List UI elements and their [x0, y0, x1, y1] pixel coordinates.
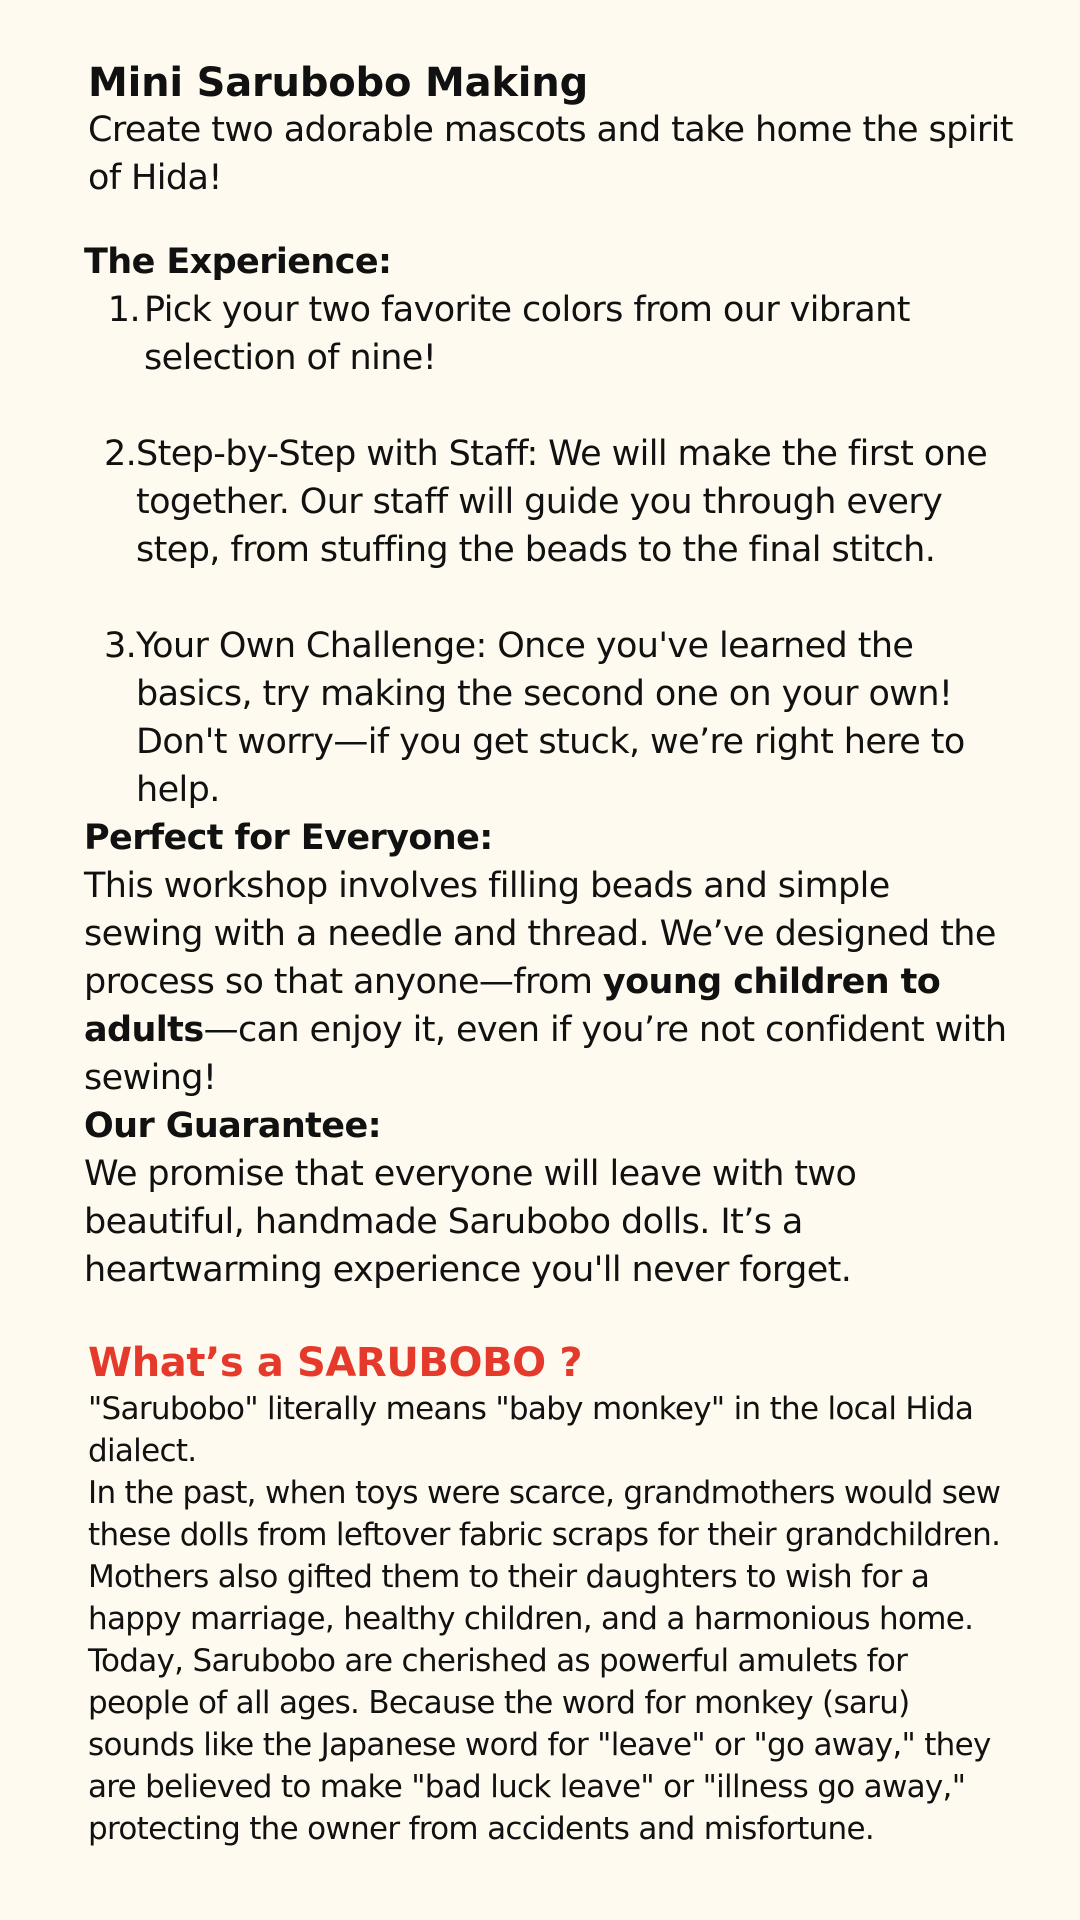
everyone-text-bold: young children to adults — [84, 962, 941, 1050]
list-item — [104, 286, 1004, 382]
about-sarubobo-heading: What’s a SARUBOBO ? — [88, 1340, 583, 1386]
page-title: Mini Sarubobo Making — [88, 60, 589, 106]
everyone-text-after: —can enjoy it, even if you’re not confident with sewing! — [84, 1010, 1007, 1098]
about-paragraph: "Sarubobo" literally means "baby monkey" in the local Hida dialect. — [88, 1391, 974, 1469]
step-text: Your Own Challenge: Once you've learned the basics, try making the second one on your own! Don't worry—if you get stuck, we’re right here to help. — [136, 626, 965, 810]
step-number: 1. — [107, 290, 140, 330]
everyone-text-before: This workshop involves filling beads and simple sewing with a needle and thread. We’ve designed the process so that anyone—from — [84, 866, 996, 1002]
step-text: Pick your two favorite colors from our vibrant selection of nine! — [144, 290, 910, 378]
about-paragraph: In the past, when toys were scarce, grandmothers would sew these dolls from leftover fabric scraps for their grandchildren. Mothers also gifted them to their daughters to wish for a happy marriage, healthy children, and a harmonious home. — [88, 1475, 1001, 1637]
about-paragraph: Today, Sarubobo are cherished as powerful amulets for people of all ages. Because the word for monkey (saru) sounds like the Japanese word for "leave" or "go away," they are believed to make "bad luck leave" or "illness go away," protecting the owner from accidents and misfortune. — [88, 1643, 991, 1847]
step-number: 3. — [104, 626, 137, 666]
experience-heading: The Experience: — [84, 242, 392, 282]
about-sarubobo-body — [88, 1388, 1008, 1850]
guarantee-paragraph: We promise that everyone will leave with two beautiful, handmade Sarubobo dolls. It’s a heartwarming experience you'll never forget. — [84, 1154, 857, 1290]
list-item — [104, 622, 1004, 814]
guarantee-heading: Our Guarantee: — [84, 1106, 381, 1146]
step-number: 2. — [104, 434, 137, 474]
step-text: Step-by-Step with Staff: We will make the first one together. Our staff will guide you through every step, from stuffing the beads to the final stitch. — [136, 434, 988, 570]
experience-steps-list — [104, 286, 1004, 862]
page-subtitle: Create two adorable mascots and take home the spirit of Hida! — [88, 110, 1013, 198]
everyone-heading: Perfect for Everyone: — [84, 818, 493, 858]
list-item — [104, 430, 1004, 574]
everyone-paragraph — [84, 862, 1014, 1102]
